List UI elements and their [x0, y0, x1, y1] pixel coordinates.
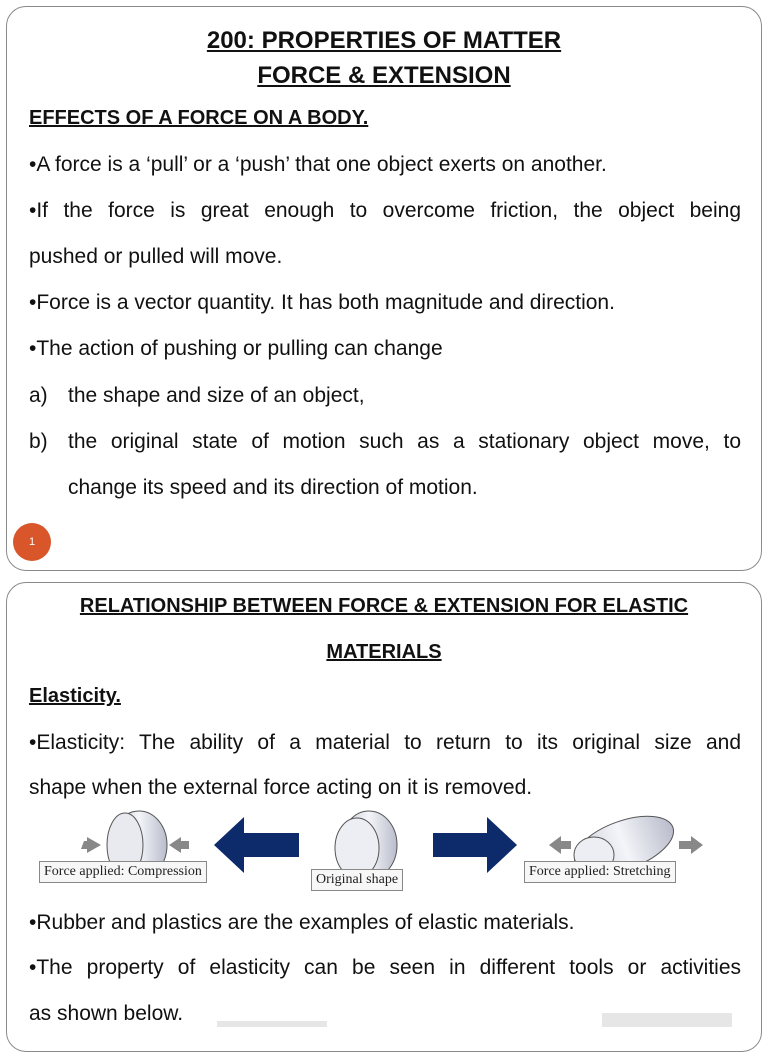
bullet-force-definition: •A force is a ‘pull’ or a ‘push’ that one object exerts on another. [29, 153, 607, 176]
caption-original-shape: Original shape [311, 869, 403, 891]
caption-compression: Force applied: Compression [39, 861, 207, 883]
bullet-friction-line2: pushed or pulled will move. [29, 245, 283, 268]
elasticity-diagram [29, 803, 729, 923]
section-heading: Elasticity. [29, 685, 121, 707]
bullet-elasticity-line2: shape when the external force acting on it is removed. [29, 776, 533, 799]
slide-title-line2: FORCE & EXTENSION [257, 62, 511, 89]
slide-number-badge: 1 [13, 523, 51, 561]
arrow-left-icon [214, 817, 299, 873]
bullet-vector-quantity: •Force is a vector quantity. It has both magnitude and direction. [29, 291, 615, 314]
slide-2 [6, 582, 762, 1052]
bullet-tools-line2: as shown below. [29, 1002, 184, 1025]
caption-stretching: Force applied: Stretching [524, 861, 676, 883]
bullet-friction-line1: •If the force is great enough to overcome friction, the object being [29, 199, 741, 222]
tool-image-left [217, 1021, 327, 1027]
section-heading: EFFECTS OF A FORCE ON A BODY. [29, 107, 369, 129]
bullet-push-pull: •The action of pushing or pulling can change [29, 337, 443, 360]
bullet-elasticity-line1: •Elasticity: The ability of a material to return to its original size and [29, 731, 741, 754]
arrow-right-icon [433, 817, 517, 873]
tool-image-right [602, 1013, 732, 1027]
slide-title-line1: RELATIONSHIP BETWEEN FORCE & EXTENSION FOR ELASTIC [79, 595, 689, 617]
bullet-tools-line1: •The property of elasticity can be seen in different tools or activities [29, 956, 741, 979]
slide-title-line1: 200: PROPERTIES OF MATTER [206, 27, 562, 54]
list-marker-b: b) [29, 430, 48, 453]
list-item-a: the shape and size of an object, [68, 384, 365, 407]
bullet-rubber-plastics: •Rubber and plastics are the examples of elastic materials. [29, 911, 575, 934]
list-item-b-line2: change its speed and its direction of motion. [68, 476, 478, 499]
slide-1 [6, 6, 762, 571]
slide-title-line2: MATERIALS [326, 641, 442, 663]
list-item-b-line1: the original state of motion such as a stationary object move, to [68, 430, 741, 453]
list-marker-a: a) [29, 384, 48, 407]
